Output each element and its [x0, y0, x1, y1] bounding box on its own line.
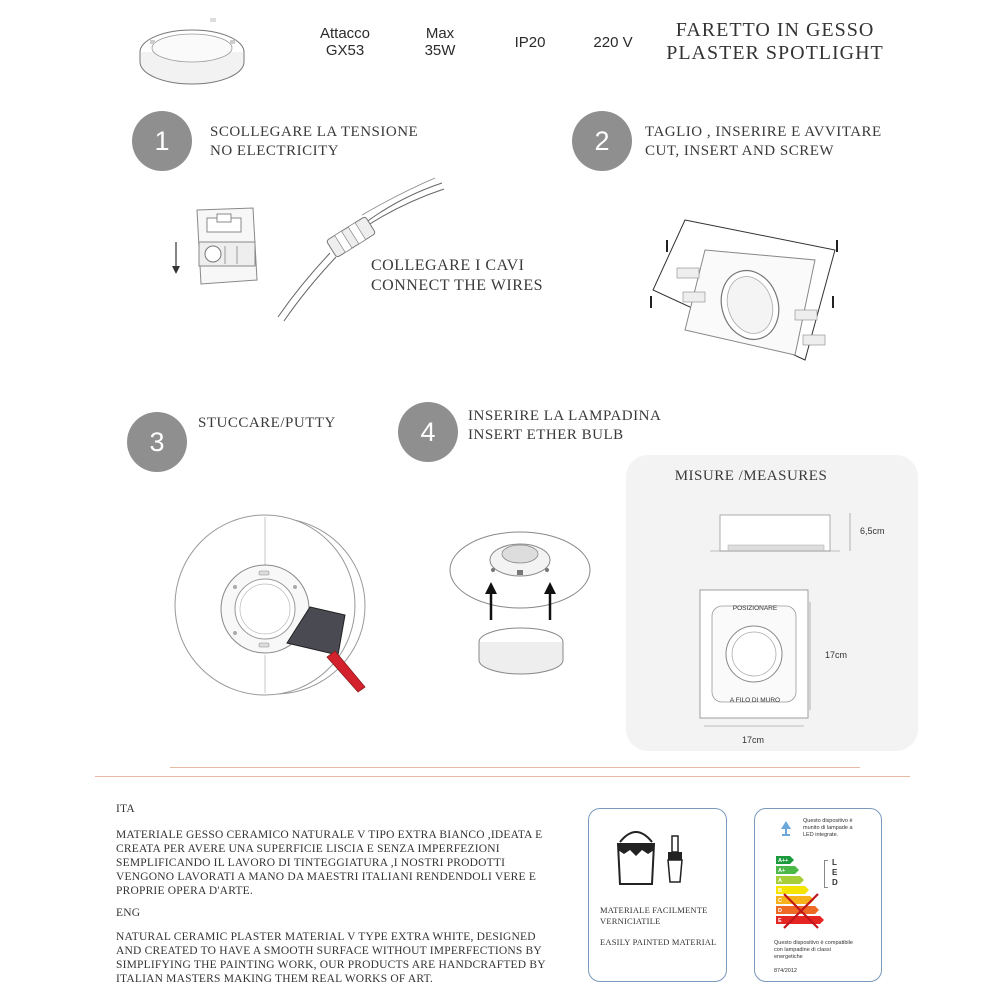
- energy-class: A: [778, 878, 782, 884]
- top-view-drawing: [690, 580, 820, 730]
- ita-line: VENGONO LAVORATI A MANO DA MAESTRI ITALIANI RENDENDOLI VERE E: [116, 871, 537, 883]
- connect-wires-eng: CONNECT THE WIRES: [371, 277, 544, 294]
- max-value: 35W: [424, 42, 456, 59]
- led-bracket: [824, 860, 828, 888]
- energy-bottom-line: con lampadine di classi: [774, 947, 831, 953]
- energy-class: A++: [778, 858, 789, 864]
- attacco-spec: [305, 25, 385, 59]
- step-1-badge: 1: [132, 111, 192, 171]
- paintable-text: [600, 905, 720, 948]
- energy-class: D: [778, 908, 782, 914]
- energy-top-line: LED integrate.: [803, 832, 839, 838]
- gx53-bulb-illustration: [130, 10, 250, 85]
- step-3-label: STUCCARE/PUTTY: [198, 415, 336, 431]
- connect-wires-text: [371, 256, 571, 296]
- step-1-text: [210, 123, 470, 161]
- eng-label: ENG: [116, 907, 141, 919]
- ita-label: ITA: [116, 803, 135, 815]
- step-4-badge: 4: [398, 402, 458, 462]
- led-integrated-text: [803, 818, 879, 839]
- step-4-text: [468, 407, 688, 445]
- energy-class: A+: [778, 868, 786, 874]
- led-letter: E: [832, 868, 838, 877]
- step-2-text: [645, 123, 905, 161]
- putty-illustration: [175, 515, 375, 700]
- eng-line: AND CREATED TO HAVE A SMOOTH SURFACE WITHOUT IMPERFECTIONS BY: [116, 945, 542, 957]
- energy-class: B: [778, 888, 782, 894]
- energy-top-line: munito di lampade a: [803, 825, 853, 831]
- eng-line: NATURAL CERAMIC PLASTER MATERIAL V TYPE EXTRA WHITE, DESIGNED: [116, 931, 536, 943]
- voltage: 220 V: [593, 34, 633, 51]
- energy-bottom-line: Questo dispositivo è compatibile: [774, 940, 853, 946]
- step-2-badge: 2: [572, 111, 632, 171]
- energy-regulation: 874/2012: [774, 968, 797, 974]
- paintable-eng: EASILY PAINTED MATERIAL: [600, 937, 717, 947]
- eng-line: ITALIAN MASTERS MAKING THEM REAL WORKS OF ART.: [116, 973, 434, 985]
- step-3-badge: 3: [127, 412, 187, 472]
- led-letter: D: [832, 878, 838, 887]
- product-title-ita: FARETTO IN GESSO: [675, 19, 875, 41]
- flush-wall-label: A FILO DI MURO: [729, 697, 781, 704]
- height-dimension: 6,5cm: [860, 526, 885, 536]
- position-label: POSIZIONARE: [732, 605, 778, 612]
- led-letter: L: [832, 858, 837, 867]
- step-4-ita: INSERIRE LA LAMPADINA: [468, 408, 662, 424]
- divider-upper: [170, 767, 860, 768]
- side-view-drawing: [700, 505, 860, 565]
- lamp-icon: [778, 819, 794, 837]
- ita-line: CREATA PER AVERE UNA SUPERFICIE LISCIA E SENZA IMPERFEZIONI: [116, 843, 500, 855]
- energy-bottom-line: energetiche: [774, 954, 803, 960]
- width-dimension: 17cm: [742, 735, 765, 745]
- energy-class-labels: [778, 856, 802, 926]
- step-3-text: [198, 414, 378, 433]
- ita-line: PROPRIE OPERA D'ARTE.: [116, 885, 253, 897]
- led-letters: [832, 858, 838, 888]
- ceiling-cut-illustration: [645, 210, 850, 375]
- energy-compatibility-text: [774, 940, 879, 961]
- energy-class: C: [778, 898, 782, 904]
- connect-wires-ita: COLLEGARE I CAVI: [371, 257, 525, 274]
- product-title: [660, 19, 890, 65]
- breaker-switch-illustration: [165, 200, 265, 295]
- eng-line: SIMPLIFYING THE PAINTING WORK, OUR PRODUCTS ARE HANDCRAFTED BY: [116, 959, 546, 971]
- ita-line: SEMPLIFICANDO IL LAVORO DI TINTEGGIATURA ,I NOSTRI PRODOTTI: [116, 857, 506, 869]
- product-title-eng: PLASTER SPOTLIGHT: [666, 42, 884, 64]
- step-2-eng: CUT, INSERT AND SCREW: [645, 143, 835, 159]
- step-1-eng: NO ELECTRICITY: [210, 143, 340, 159]
- measures-title: MISURE /MEASURES: [674, 468, 828, 484]
- wires-connector-illustration: [270, 175, 450, 325]
- max-spec: [405, 25, 475, 59]
- paintable-ita-1: MATERIALE FACILMENTE: [600, 905, 708, 915]
- eng-description: [116, 930, 556, 986]
- paintable-ita-2: VERNICIATILE: [600, 916, 661, 926]
- step-4-eng: INSERT ETHER BULB: [468, 427, 624, 443]
- ita-line: MATERIALE GESSO CERAMICO NATURALE V TIPO EXTRA BIANCO ,IDEATA E: [116, 829, 543, 841]
- step-2-ita: TAGLIO , INSERIRE E AVVITARE: [645, 124, 882, 140]
- energy-top-line: Questo dispositivo è: [803, 818, 853, 824]
- depth-dimension: 17cm: [825, 650, 848, 660]
- paint-bucket-icon: [612, 820, 702, 890]
- energy-class: E: [778, 918, 782, 924]
- insert-bulb-illustration: [443, 530, 593, 695]
- step-1-ita: SCOLLEGARE LA TENSIONE: [210, 124, 419, 140]
- ip-rating: IP20: [514, 34, 546, 51]
- divider-lower: [95, 776, 910, 777]
- ita-description: [116, 828, 556, 898]
- max-label: Max: [425, 25, 455, 42]
- attacco-value: GX53: [325, 42, 365, 59]
- attacco-label: Attacco: [319, 25, 371, 42]
